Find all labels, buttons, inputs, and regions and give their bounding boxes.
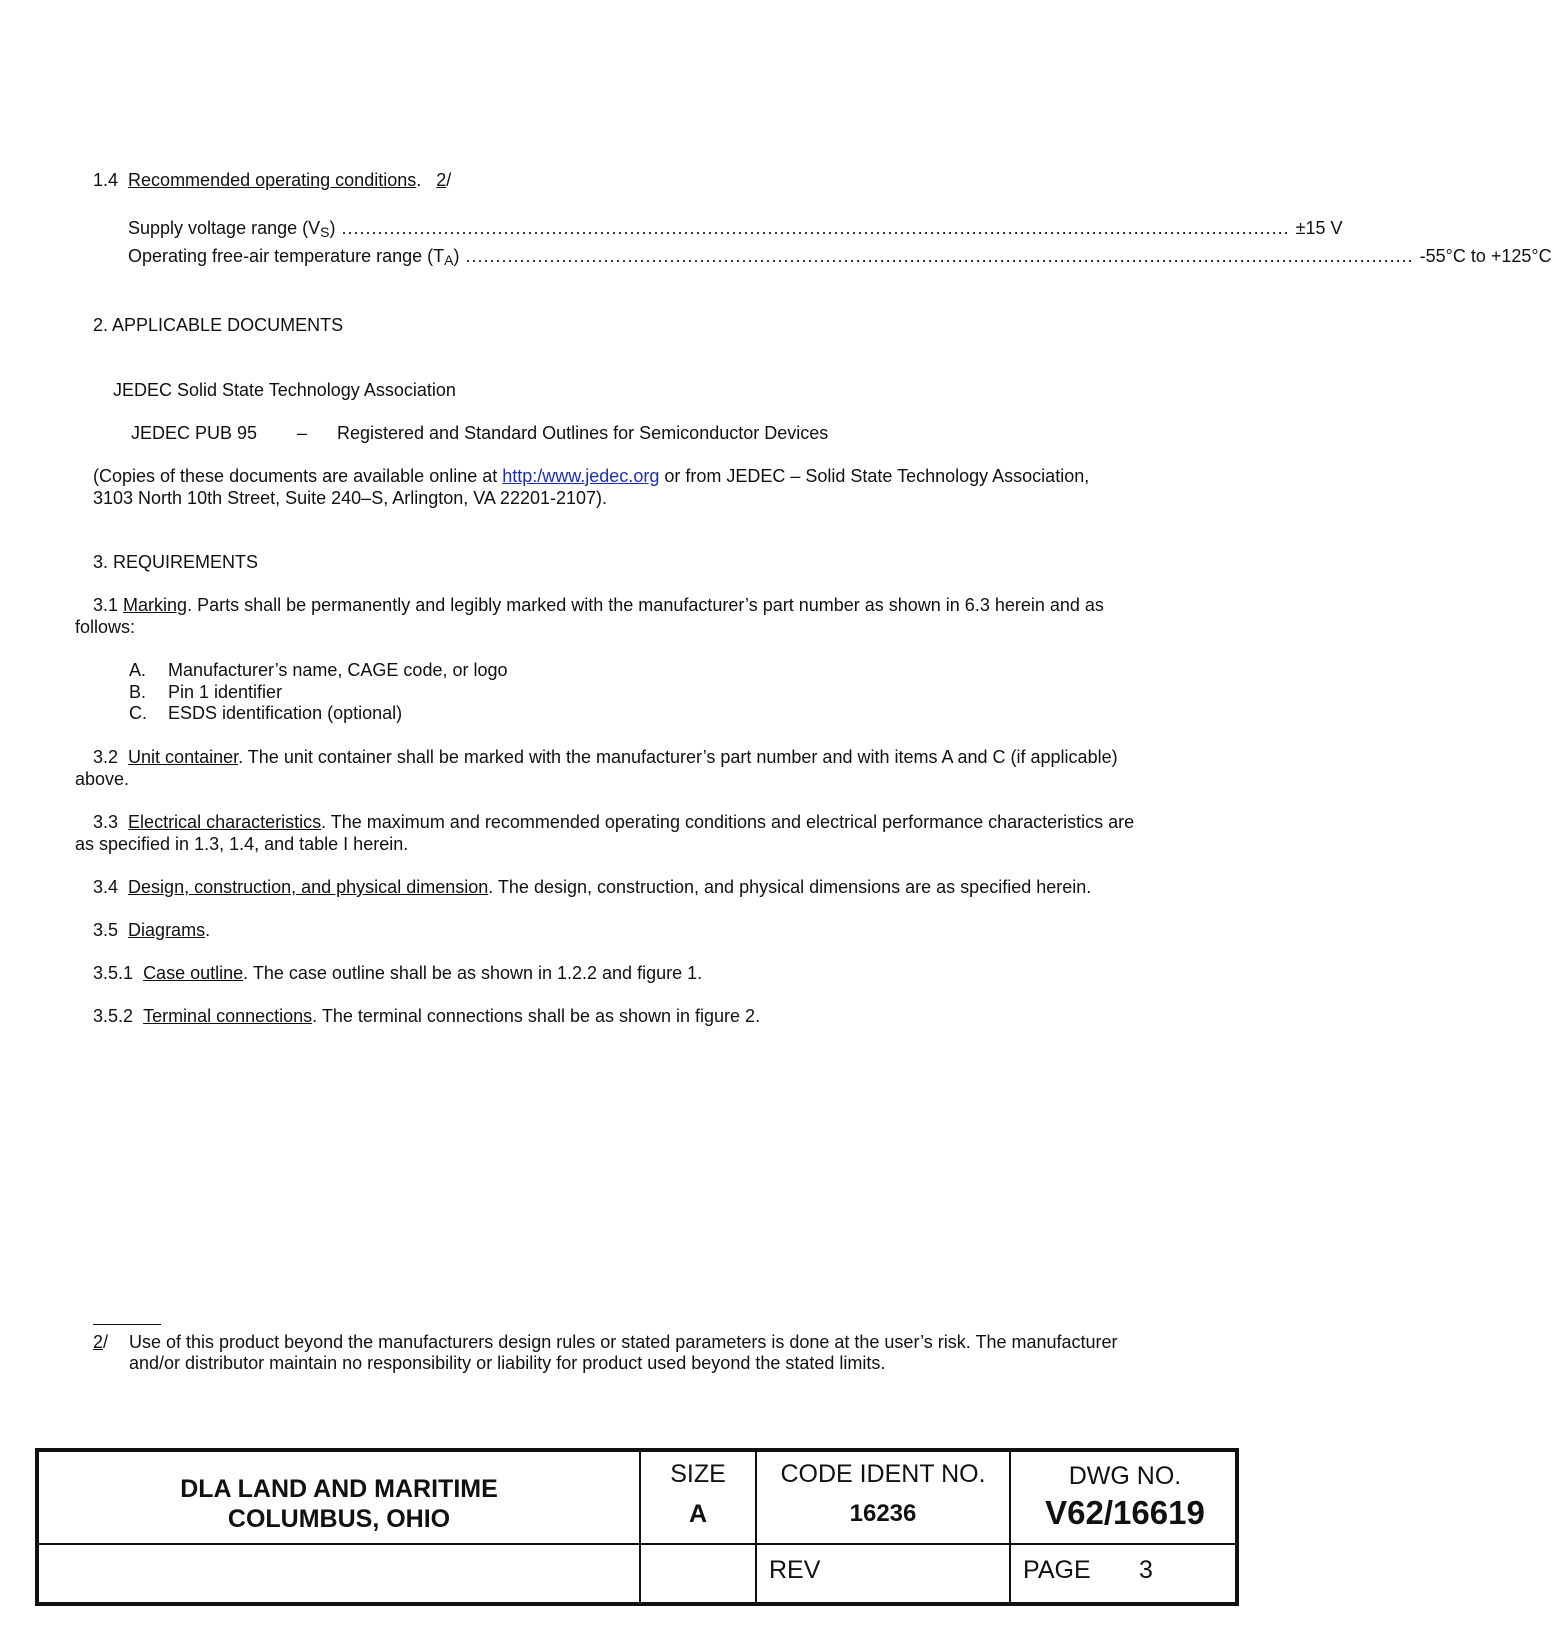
section-1-4-heading: 1.4 Recommended operating conditions. 2/ [93,170,452,190]
para-3-5-1: 3.5.1 Case outline. The case outline shall be as shown in 1.2.2 and figure 1. [93,963,703,983]
code-ident-label: CODE IDENT NO. [780,1460,986,1488]
para-3-1: 3.1 Marking. Parts shall be permanently and legibly marked with the manufacturer’s part number as shown in 6.3 herein and as [93,595,1104,615]
divider [39,1543,1235,1545]
marking-item-b-text: Pin 1 identifier [168,682,283,702]
para-3-2-cont: above. [75,769,130,789]
supply-voltage-row [128,218,1343,240]
jedec-pub-dash: – [297,423,308,443]
title-block [35,1448,1239,1606]
size-value: A [688,1500,708,1528]
para-title: Diagrams [128,920,206,940]
page-label: PAGE [1023,1556,1091,1584]
para-3-1-cont: follows: [75,617,136,637]
footnote-line-1: Use of this product beyond the manufacturers design rules or stated parameters is done at the user’s risk. The manufacturer [129,1332,1118,1352]
row-label: Supply voltage range $(V_S)$ [128,218,336,240]
para-title: Marking [123,595,188,615]
para-title: Electrical characteristics [128,812,322,832]
para-title: Case outline [143,963,244,983]
footnote-line-2: and/or distributor maintain no responsibility or liability for product used beyond the stated limits. [129,1353,886,1373]
jedec-pub-id: JEDEC PUB 95 [131,423,258,443]
section-2-heading: 2. APPLICABLE DOCUMENTS [93,315,344,335]
row-value: -55°C to +125°C [1419,246,1552,266]
para-3-4: 3.4 Design, construction, and physical dimension. The design, construction, and physical dimensions are as specified herein. [93,877,1092,897]
code-ident-value: 16236 [849,1500,917,1527]
footnote-ref-label: 2/ [93,1332,109,1352]
dwg-no-label: DWG NO. [1068,1462,1182,1490]
jedec-pub-title: Registered and Standard Outlines for Semiconductor Devices [337,423,829,443]
jedec-link[interactable]: http:/www.jedec.org [502,466,660,486]
para-3-2: 3.2 Unit container. The unit container shall be marked with the manufacturer’s part number and with items A and C (if applicable) [93,747,1118,767]
section-number: 1.4 [93,170,119,190]
para-3-3-cont: as specified in 1.3, 1.4, and table I herein. [75,834,409,854]
marking-item-a-text: Manufacturer’s name, CAGE code, or logo [168,660,508,680]
marking-item-c-text: ESDS identification (optional) [168,703,403,723]
section-title: Recommended operating conditions [128,170,417,190]
size-label: SIZE [670,1460,726,1488]
para-title: Unit container [128,747,239,767]
footnote-separator [93,1324,161,1325]
para-title: Design, construction, and physical dimension [128,877,489,897]
copies-line-2: 3103 North 10th Street, Suite 240–S, Arlington, VA 22201-2107). [93,488,608,508]
marking-item-a: A. [129,660,147,680]
page-number: 3 [1139,1556,1153,1584]
jedec-org: JEDEC Solid State Technology Association [113,380,456,400]
marking-item-c: C. [129,703,147,723]
para-3-5-2: 3.5.2 Terminal connections. The terminal connections shall be as shown in figure 2. [93,1006,761,1026]
copies-line-1: (Copies of these documents are available online at http:/www.jedec.org or from JEDEC – Solid State Technology Association, [93,466,1090,486]
temperature-row [128,246,1552,268]
row-label: Operating free-air temperature range $(T_A)$ [128,246,460,268]
agency-name: DLA LAND AND MARITIME COLUMBUS, OHIO [180,1475,498,1533]
dot-leader: .............................................................................................................................................................. [341,218,1290,238]
section-3-heading: 3. REQUIREMENTS [93,552,259,572]
footnote-ref: 2 [436,170,447,190]
para-3-5: 3.5 Diagrams. [93,920,211,940]
row-value: ±15 V [1295,218,1343,238]
rev-label: REV [769,1556,821,1584]
dwg-no-value: V62/16619 [1045,1494,1205,1531]
para-title: Terminal connections [143,1006,313,1026]
para-3-3: 3.3 Electrical characteristics. The maximum and recommended operating conditions and electrical performance characteristics are [93,812,1135,832]
dot-leader: .............................................................................................................................................................. [465,246,1414,266]
marking-item-b: B. [129,682,147,702]
